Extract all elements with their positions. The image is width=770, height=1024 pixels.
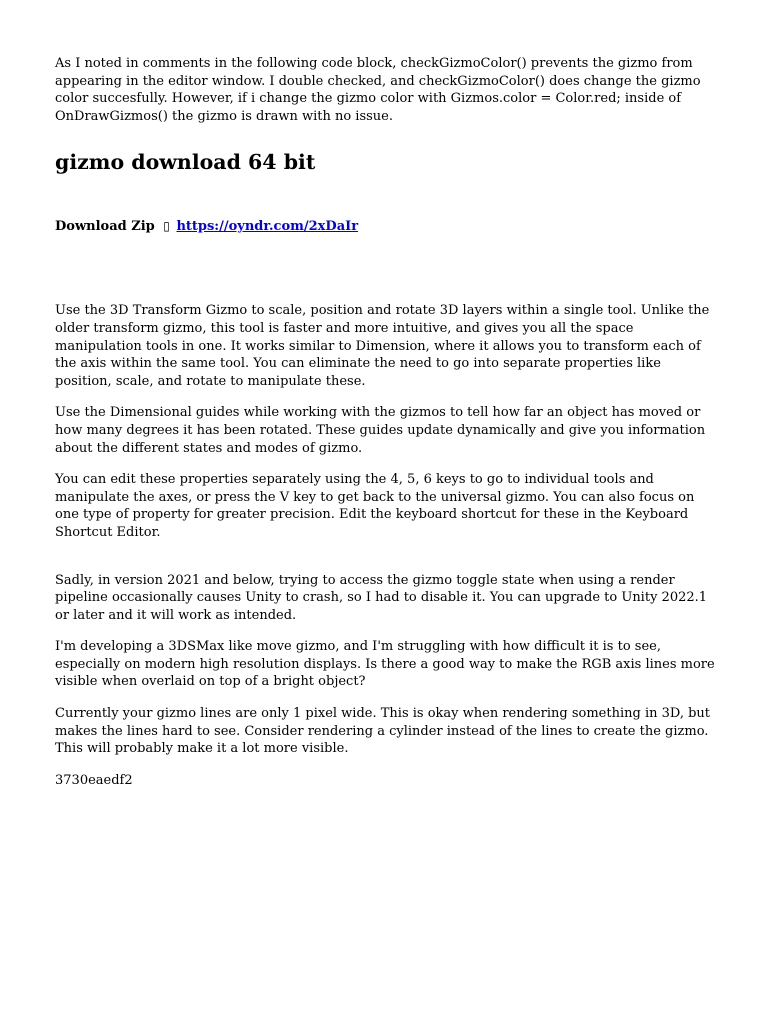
- intro-paragraph: As I noted in comments in the following code block, checkGizmoColor() prevents the gizmo from appearing in the editor window. I double checked, and checkGizmoColor() does change the gizmo color succesfully. However, if i change the gizmo color with Gizmos.color = Color.red; inside of OnDrawGizmos() the gizmo is drawn with no issue.: [55, 56, 701, 124]
- hash-code: 3730eaedf2: [55, 772, 133, 788]
- body-paragraph: I'm developing a 3DSMax like move gizmo, and I'm struggling with how difficult it is to see, especially on modern high resolution displays. Is there a good way to make the RGB axis lines more visible when overlaid on top of a bright object?: [55, 639, 715, 690]
- download-line: [55, 217, 717, 236]
- body-paragraph: Sadly, in version 2021 and below, trying to access the gizmo toggle state when using a render pipeline occasionally causes Unity to crash, so I had to disable it. You can upgrade to Unity 2022.1 or later and it will work as intended.: [55, 572, 708, 623]
- missing-glyph-icon: ▯: [163, 219, 170, 234]
- body-paragraph: Use the Dimensional guides while working with the gizmos to tell how far an object has moved or how many degrees it has been rotated. These guides update dynamically and give you information about the different states and modes of gizmo.: [55, 405, 706, 456]
- download-label: Download Zip: [55, 219, 155, 235]
- body-paragraph: Use the 3D Transform Gizmo to scale, position and rotate 3D layers within a single tool. Unlike the older transform gizmo, this tool is faster and more intuitive, and gives you all the space manipulation tools in one. It works similar to Dimension, where it allows you to transform each of the axis within the same tool. You can eliminate the need to go into separate properties like position, scale, and rotate to manipulate these.: [55, 303, 710, 389]
- body-paragraph: Currently your gizmo lines are only 1 pixel wide. This is okay when rendering something in 3D, but makes the lines hard to see. Consider rendering a cylinder instead of the lines to create the gizmo. This will probably make it a lot more visible.: [55, 706, 711, 757]
- page-title: gizmo download 64 bit: [55, 150, 316, 175]
- download-link[interactable]: https://oyndr.com/2xDaIr: [176, 219, 359, 235]
- document-page: [55, 55, 717, 789]
- body-paragraph: You can edit these properties separately using the 4, 5, 6 keys to go to individual tools and manipulate the axes, or press the V key to get back to the universal gizmo. You can also focus on one type of property for greater precision. Edit the keyboard shortcut for these in the Keyboard Shortcut Editor.: [55, 472, 695, 540]
